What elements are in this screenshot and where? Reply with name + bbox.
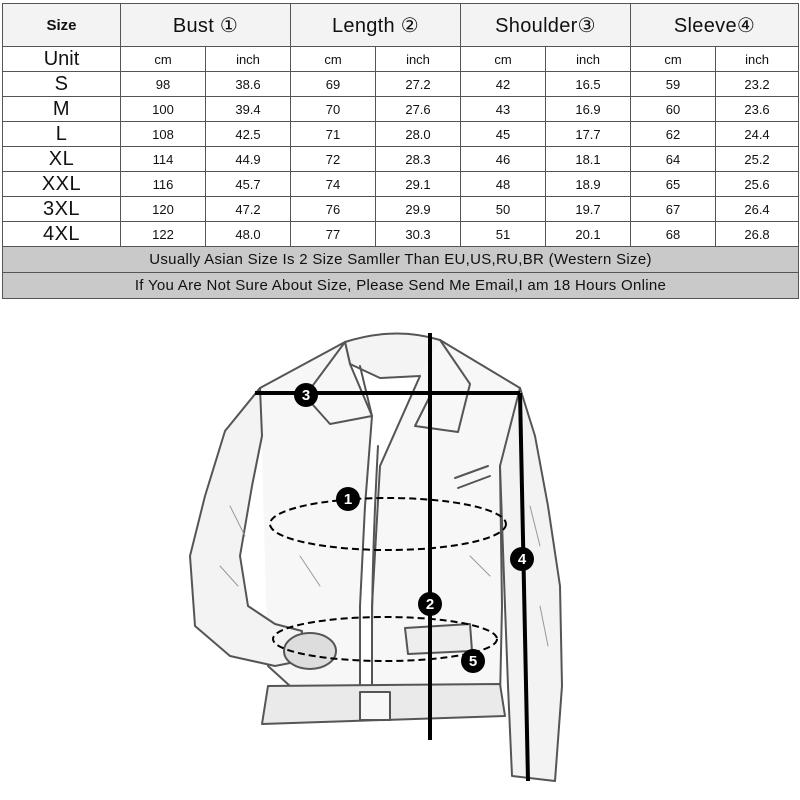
measurement-cell: 29.9 bbox=[376, 197, 461, 222]
measurement-cell: 68 bbox=[631, 222, 716, 247]
measurement-cell: 16.5 bbox=[546, 72, 631, 97]
unit-cell: inch bbox=[546, 47, 631, 72]
unit-label: Unit bbox=[3, 47, 121, 72]
measurement-cell: 23.2 bbox=[716, 72, 799, 97]
measurement-cell: 38.6 bbox=[206, 72, 291, 97]
measurement-cell: 18.1 bbox=[546, 147, 631, 172]
header-row bbox=[3, 4, 799, 47]
measurement-cell: 48 bbox=[461, 172, 546, 197]
note-row bbox=[3, 247, 799, 273]
marker-sleeve bbox=[510, 547, 534, 571]
measurement-cell: 47.2 bbox=[206, 197, 291, 222]
note-row bbox=[3, 273, 799, 299]
unit-cell: cm bbox=[291, 47, 376, 72]
size-label: 3XL bbox=[3, 197, 121, 222]
asian-size-note: Usually Asian Size Is 2 Size Samller Than EU,US,RU,BR (Western Size) bbox=[3, 247, 799, 273]
measurement-cell: 23.6 bbox=[716, 97, 799, 122]
length-header: Length ② bbox=[291, 4, 461, 47]
unit-cell: cm bbox=[121, 47, 206, 72]
size-label: M bbox=[3, 97, 121, 122]
measurement-cell: 62 bbox=[631, 122, 716, 147]
size-row bbox=[3, 147, 799, 172]
unit-row bbox=[3, 47, 799, 72]
size-label: L bbox=[3, 122, 121, 147]
marker-length bbox=[418, 592, 442, 616]
measurement-cell: 76 bbox=[291, 197, 376, 222]
measurement-cell: 28.0 bbox=[376, 122, 461, 147]
measurement-cell: 44.9 bbox=[206, 147, 291, 172]
measurement-cell: 120 bbox=[121, 197, 206, 222]
measurement-cell: 24.4 bbox=[716, 122, 799, 147]
measurement-cell: 29.1 bbox=[376, 172, 461, 197]
measurement-cell: 114 bbox=[121, 147, 206, 172]
measurement-cell: 18.9 bbox=[546, 172, 631, 197]
measurement-cell: 42.5 bbox=[206, 122, 291, 147]
measurement-cell: 42 bbox=[461, 72, 546, 97]
measurement-cell: 108 bbox=[121, 122, 206, 147]
marker-shoulder-label: 3 bbox=[301, 387, 311, 404]
measurement-cell: 43 bbox=[461, 97, 546, 122]
measurement-cell: 19.7 bbox=[546, 197, 631, 222]
size-row bbox=[3, 172, 799, 197]
measurement-cell: 16.9 bbox=[546, 97, 631, 122]
measurement-cell: 25.2 bbox=[716, 147, 799, 172]
bust-header: Bust ① bbox=[121, 4, 291, 47]
measurement-cell: 26.8 bbox=[716, 222, 799, 247]
size-label: S bbox=[3, 72, 121, 97]
measurement-cell: 98 bbox=[121, 72, 206, 97]
marker-hem bbox=[461, 649, 485, 673]
measurement-cell: 48.0 bbox=[206, 222, 291, 247]
jacket-measurement-diagram bbox=[0, 306, 800, 800]
unit-cell: cm bbox=[461, 47, 546, 72]
measurement-cell: 65 bbox=[631, 172, 716, 197]
measurement-cell: 50 bbox=[461, 197, 546, 222]
measurement-cell: 72 bbox=[291, 147, 376, 172]
marker-sleeve-label: 4 bbox=[517, 551, 527, 568]
marker-length-label: 2 bbox=[425, 596, 435, 613]
measurement-cell: 51 bbox=[461, 222, 546, 247]
size-label: 4XL bbox=[3, 222, 121, 247]
measurement-cell: 27.6 bbox=[376, 97, 461, 122]
measurement-cell: 30.3 bbox=[376, 222, 461, 247]
measurement-cell: 64 bbox=[631, 147, 716, 172]
marker-bust-label: 1 bbox=[343, 491, 353, 508]
shoulder-header: Shoulder③ bbox=[461, 4, 631, 47]
measurement-cell: 39.4 bbox=[206, 97, 291, 122]
measurement-cell: 69 bbox=[291, 72, 376, 97]
measurement-cell: 74 bbox=[291, 172, 376, 197]
measurement-cell: 28.3 bbox=[376, 147, 461, 172]
size-header: Size bbox=[3, 4, 121, 47]
size-label: XL bbox=[3, 147, 121, 172]
measurement-cell: 71 bbox=[291, 122, 376, 147]
marker-hem-label: 5 bbox=[468, 653, 478, 670]
size-label: XXL bbox=[3, 172, 121, 197]
measurement-cell: 67 bbox=[631, 197, 716, 222]
measurement-cell: 45 bbox=[461, 122, 546, 147]
contact-note: If You Are Not Sure About Size, Please Send Me Email,I am 18 Hours Online bbox=[3, 273, 799, 299]
size-row bbox=[3, 97, 799, 122]
measurement-cell: 17.7 bbox=[546, 122, 631, 147]
unit-cell: cm bbox=[631, 47, 716, 72]
measurement-cell: 100 bbox=[121, 97, 206, 122]
unit-cell: inch bbox=[376, 47, 461, 72]
size-rows bbox=[3, 72, 799, 247]
unit-cell: inch bbox=[716, 47, 799, 72]
measurement-cell: 46 bbox=[461, 147, 546, 172]
size-row bbox=[3, 122, 799, 147]
measurement-cell: 27.2 bbox=[376, 72, 461, 97]
size-row bbox=[3, 222, 799, 247]
measurement-cell: 122 bbox=[121, 222, 206, 247]
size-row bbox=[3, 197, 799, 222]
size-chart-table bbox=[2, 3, 799, 299]
sleeve-header: Sleeve④ bbox=[631, 4, 799, 47]
marker-shoulder bbox=[294, 383, 318, 407]
jacket-sketch bbox=[190, 333, 562, 781]
measurement-cell: 25.6 bbox=[716, 172, 799, 197]
measurement-cell: 70 bbox=[291, 97, 376, 122]
measurement-cell: 20.1 bbox=[546, 222, 631, 247]
marker-bust bbox=[336, 487, 360, 511]
measurement-cell: 26.4 bbox=[716, 197, 799, 222]
measurement-cell: 60 bbox=[631, 97, 716, 122]
measurement-cell: 116 bbox=[121, 172, 206, 197]
measurement-cell: 59 bbox=[631, 72, 716, 97]
measurement-cell: 77 bbox=[291, 222, 376, 247]
measurement-cell: 45.7 bbox=[206, 172, 291, 197]
unit-cell: inch bbox=[206, 47, 291, 72]
size-row bbox=[3, 72, 799, 97]
